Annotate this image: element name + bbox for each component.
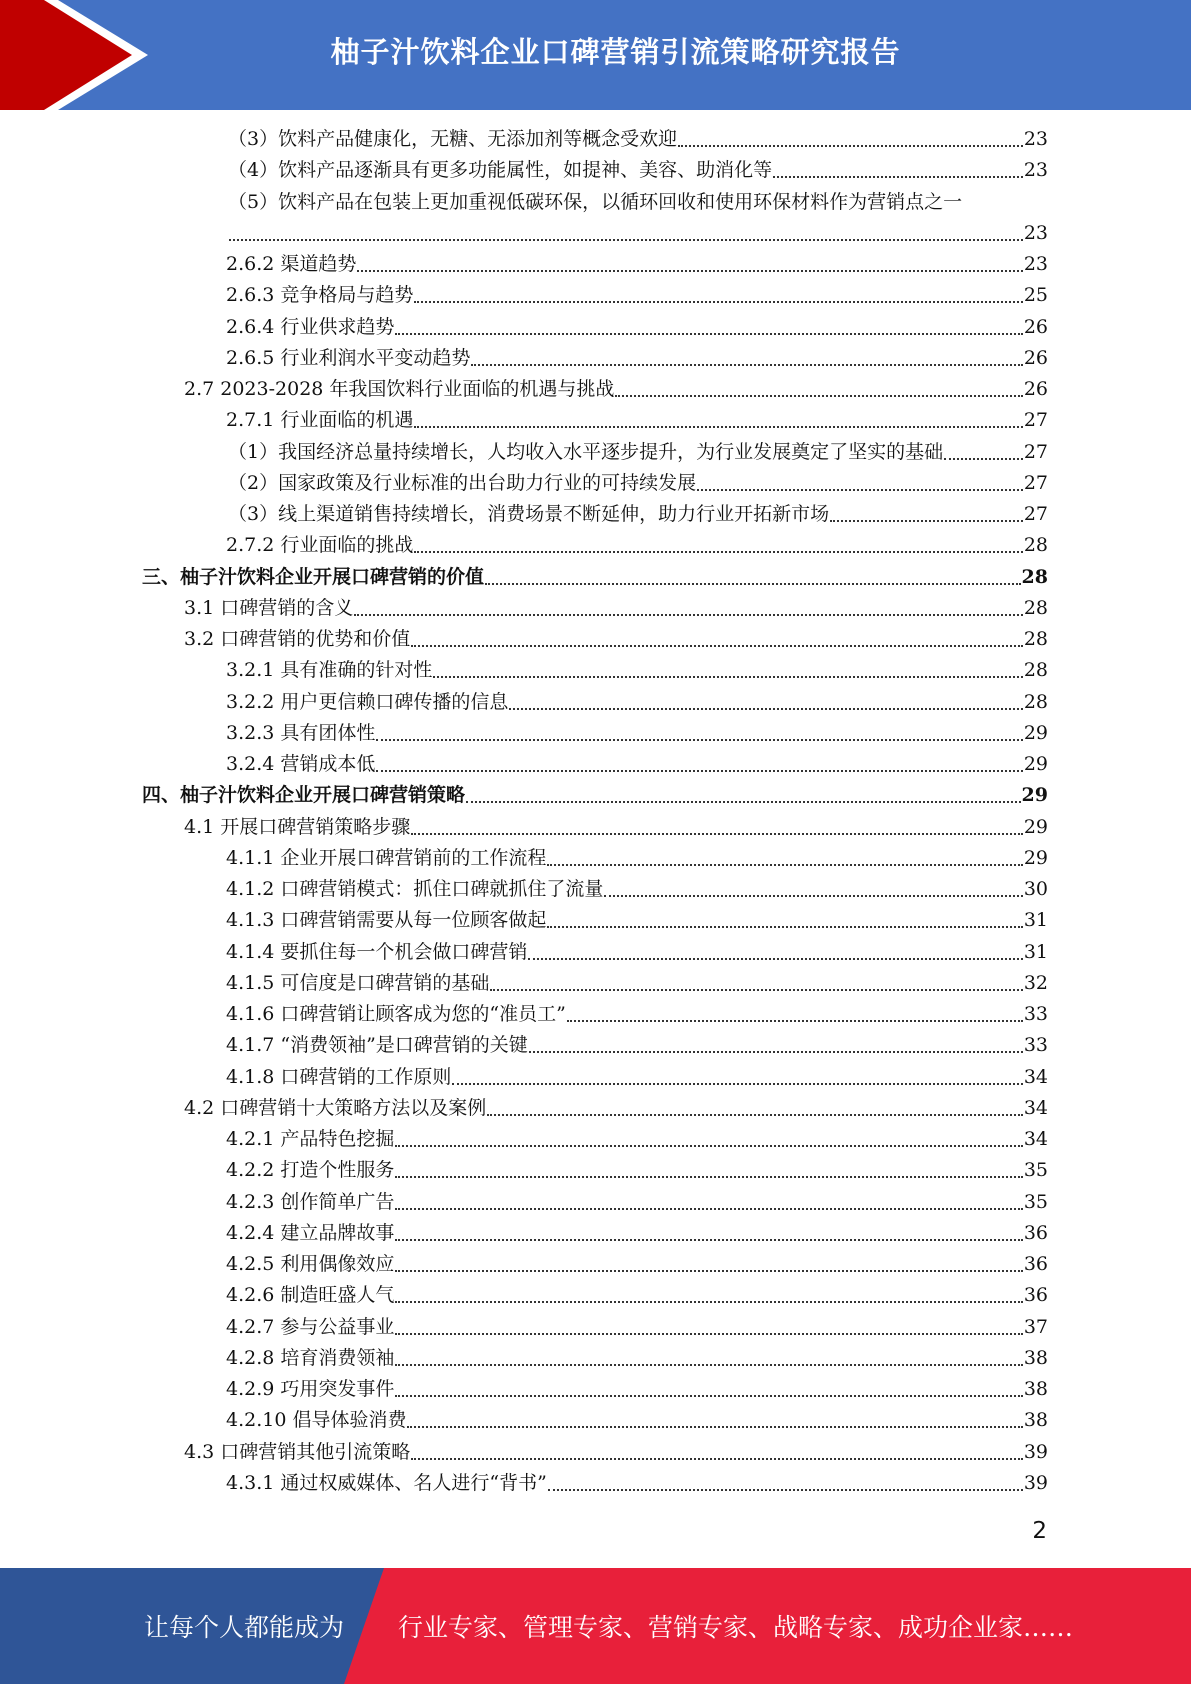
toc-entry[interactable]: [226, 1157, 1048, 1183]
toc-entry[interactable]: [226, 1470, 1048, 1496]
toc-entry[interactable]: [228, 189, 1048, 215]
toc-entry-page: 37: [1023, 1315, 1048, 1338]
toc-leader-dots: [376, 739, 1022, 741]
toc-entry[interactable]: [226, 1126, 1048, 1152]
toc-entry-title: 四、柚子汁饮料企业开展口碑营销策略: [142, 784, 466, 807]
toc-entry-page: 26: [1023, 315, 1048, 338]
toc-entry[interactable]: [226, 1282, 1048, 1308]
toc-entry[interactable]: [228, 470, 1048, 496]
toc-entry-title: 2.6.5 行业利润水平变动趋势: [226, 346, 471, 369]
toc-entry[interactable]: [228, 157, 1048, 183]
toc-entry-page: 28: [1023, 690, 1048, 713]
toc-entry-page: 26: [1023, 346, 1048, 369]
toc-entry-title: （4）饮料产品逐渐具有更多功能属性，如提神、美容、助消化等: [228, 159, 773, 182]
toc-entry-page: 38: [1023, 1409, 1048, 1432]
toc-entry-page: 26: [1023, 378, 1048, 400]
toc-leader-dots: [697, 489, 1023, 491]
toc-entry-title: 4.1.4 要抓住每一个机会做口碑营销: [226, 940, 528, 963]
toc-leader-dots: [567, 1020, 1023, 1022]
toc-entry-page: 33: [1023, 1003, 1048, 1025]
toc-entry[interactable]: [226, 1032, 1048, 1058]
toc-entry-title: 4.2.10 倡导体验消费: [226, 1409, 407, 1432]
toc-entry-title: 3.2.1 具有准确的针对性: [226, 659, 433, 682]
toc-entry-page: 32: [1023, 971, 1048, 994]
toc-leader-dots: [678, 145, 1023, 147]
toc-entry-title: （2）国家政策及行业标准的出台助力行业的可持续发展: [228, 471, 697, 494]
toc-entry[interactable]: [142, 782, 1048, 808]
toc-entry-title: 2.6.4 行业供求趋势: [226, 315, 395, 338]
toc-entry[interactable]: [228, 439, 1048, 465]
toc-entry-page: 33: [1023, 1034, 1048, 1057]
toc-entry-title: 4.3 口碑营销其他引流策略: [184, 1440, 411, 1463]
toc-entry-title: 4.2.7 参与公益事业: [226, 1315, 395, 1338]
toc-entry-title: （5）饮料产品在包装上更加重视低碳环保，以循环回收和使用环保材料作为营销点之一: [228, 190, 963, 213]
toc-leader-dots: [407, 1426, 1022, 1428]
toc-entry-title: （1）我国经济总量持续增长，人均收入水平逐步提升，为行业发展奠定了坚实的基础: [228, 440, 944, 463]
toc-leader-dots: [414, 301, 1022, 303]
toc-entry-title: 4.2.1 产品特色挖掘: [226, 1128, 395, 1150]
toc-entry[interactable]: [226, 1407, 1048, 1433]
toc-entry-page: 29: [1023, 753, 1048, 775]
toc-leader-dots: [395, 1364, 1022, 1366]
toc-entry[interactable]: [184, 595, 1048, 621]
toc-entry[interactable]: [226, 1345, 1048, 1371]
toc-leader-dots: [471, 364, 1022, 366]
toc-entry-page: 39: [1023, 1440, 1048, 1463]
toc-leader-dots: [395, 1239, 1022, 1241]
footer-slogan-right: 行业专家、管理专家、营销专家、战略专家、成功企业家……: [398, 1613, 1074, 1642]
toc-entry-page: 36: [1023, 1221, 1048, 1244]
toc-leader-dots: [395, 1301, 1022, 1303]
toc-leader-dots: [395, 1270, 1022, 1272]
toc-entry[interactable]: [226, 1220, 1048, 1246]
toc-leader-dots: [509, 708, 1022, 710]
toc-entry-page: 31: [1023, 940, 1048, 963]
toc-entry[interactable]: [226, 251, 1048, 277]
toc-entry-title: 3.2 口碑营销的优势和价值: [184, 628, 411, 650]
toc-leader-dots: [528, 958, 1022, 960]
toc-entry[interactable]: [226, 1189, 1048, 1215]
toc-entry-page: 28: [1023, 659, 1048, 682]
toc-leader-dots: [411, 1458, 1023, 1460]
toc-entry-page: 28: [1023, 596, 1048, 619]
toc-entry-page: 34: [1023, 1065, 1048, 1088]
toc-leader-dots: [229, 239, 1023, 241]
toc-leader-dots: [395, 1145, 1022, 1147]
toc-entry[interactable]: [226, 1064, 1048, 1090]
toc-entry[interactable]: [226, 1001, 1048, 1027]
toc-entry[interactable]: [226, 845, 1048, 871]
toc-leader-dots: [548, 1489, 1023, 1491]
toc-leader-dots: [357, 270, 1022, 272]
toc-entry[interactable]: [226, 532, 1048, 558]
toc-entry-title: 4.3.1 通过权威媒体、名人进行“背书”: [226, 1471, 547, 1494]
toc-entry-page: 23: [1023, 253, 1048, 275]
toc-entry[interactable]: [228, 501, 1048, 527]
toc-entry[interactable]: [226, 282, 1048, 308]
toc-entry-title: 4.2.6 制造旺盛人气: [226, 1284, 395, 1307]
toc-entry-title: 4.1.2 口碑营销模式：抓住口碑就抓住了流量: [226, 878, 604, 900]
toc-entry-title: 4.2 口碑营销十大策略方法以及案例: [184, 1096, 487, 1119]
toc-leader-dots: [433, 676, 1022, 678]
toc-entry-page: 34: [1023, 1128, 1048, 1150]
toc-entry-title: 4.2.8 培育消费领袖: [226, 1346, 395, 1369]
toc-entry-page: 30: [1023, 878, 1048, 900]
toc-entry[interactable]: [228, 220, 1048, 246]
toc-entry[interactable]: [226, 657, 1048, 683]
toc-entry[interactable]: [184, 376, 1048, 402]
toc-entry-title: 2.7.2 行业面临的挑战: [226, 534, 414, 557]
report-title: 柚子汁饮料企业口碑营销引流策略研究报告: [330, 34, 901, 69]
toc-leader-dots: [944, 458, 1023, 460]
toc-entry-page: 23: [1023, 221, 1048, 244]
toc-entry[interactable]: [226, 314, 1048, 340]
page-number: 2: [1032, 1518, 1047, 1544]
toc-leader-dots: [529, 1051, 1023, 1053]
toc-entry[interactable]: [184, 1095, 1048, 1121]
toc-entry-page: 29: [1023, 815, 1048, 838]
toc-entry-title: （3）线上渠道销售持续增长，消费场景不断延伸，助力行业开拓新市场: [228, 503, 830, 525]
toc-entry[interactable]: [226, 407, 1048, 433]
toc-entry[interactable]: [226, 751, 1048, 777]
toc-entry[interactable]: [142, 564, 1048, 590]
toc-entry[interactable]: [226, 1314, 1048, 1340]
toc-leader-dots: [395, 1333, 1022, 1335]
toc-entry-page: 27: [1023, 503, 1048, 525]
toc-leader-dots: [604, 895, 1022, 897]
toc-leader-dots: [466, 801, 1021, 803]
toc-entry-page: 29: [1021, 784, 1048, 807]
toc-entry-title: 4.1.8 口碑营销的工作原则: [226, 1065, 452, 1088]
toc-leader-dots: [395, 333, 1022, 335]
toc-entry-page: 29: [1023, 846, 1048, 869]
toc-entry-title: 4.2.4 建立品牌故事: [226, 1221, 395, 1244]
toc-leader-dots: [376, 770, 1022, 772]
toc-entry[interactable]: [226, 939, 1048, 965]
toc-entry-title: 4.1.5 可信度是口碑营销的基础: [226, 971, 490, 994]
toc-leader-dots: [395, 1208, 1022, 1210]
toc-entry-title: 3.2.2 用户更信赖口碑传播的信息: [226, 690, 509, 713]
toc-entry-page: 31: [1023, 909, 1048, 932]
toc-entry-page: 36: [1023, 1253, 1048, 1275]
toc-leader-dots: [490, 989, 1022, 991]
toc-entry-title: 2.6.3 竞争格局与趋势: [226, 284, 414, 307]
toc-entry-title: 4.2.5 利用偶像效应: [226, 1253, 395, 1275]
toc-entry[interactable]: [226, 689, 1048, 715]
toc-entry[interactable]: [226, 970, 1048, 996]
toc-entry[interactable]: [226, 720, 1048, 746]
toc-leader-dots: [414, 551, 1022, 553]
toc-leader-dots: [830, 520, 1023, 522]
toc-entry-page: 35: [1023, 1159, 1048, 1182]
toc-entry[interactable]: [184, 814, 1048, 840]
toc-entry-page: 28: [1021, 565, 1048, 588]
toc-leader-dots: [615, 395, 1022, 397]
toc-leader-dots: [411, 645, 1023, 647]
toc-entry-page: 23: [1023, 159, 1048, 182]
toc-entry-title: 2.7.1 行业面临的机遇: [226, 409, 414, 432]
page-header: [0, 0, 1191, 110]
toc-entry[interactable]: [228, 126, 1048, 152]
toc-entry-page: 27: [1023, 471, 1048, 494]
toc-entry-page: 29: [1023, 721, 1048, 744]
toc-entry-page: 38: [1023, 1378, 1048, 1400]
toc-entry-title: 4.1 开展口碑营销策略步骤: [184, 815, 411, 838]
toc-entry-page: 39: [1023, 1471, 1048, 1494]
toc-entry[interactable]: [226, 876, 1048, 902]
footer-slogan-left: 让每个人都能成为: [144, 1613, 345, 1642]
toc-leader-dots: [411, 833, 1023, 835]
toc-entry-title: 2.7 2023-2028 年我国饮料行业面临的机遇与挑战: [184, 378, 615, 400]
toc-entry-page: 28: [1023, 628, 1048, 650]
toc-entry-title: 3.2.4 营销成本低: [226, 753, 376, 775]
toc-entry-page: 35: [1023, 1190, 1048, 1213]
toc-leader-dots: [773, 176, 1023, 178]
toc-entry-page: 36: [1023, 1284, 1048, 1307]
toc-leader-dots: [452, 1083, 1022, 1085]
toc-entry-title: 4.1.3 口碑营销需要从每一位顾客做起: [226, 909, 547, 932]
toc-entry-title: 4.2.3 创作简单广告: [226, 1190, 395, 1213]
toc-entry[interactable]: [226, 1376, 1048, 1402]
toc-entry-title: 4.2.9 巧用突发事件: [226, 1378, 395, 1400]
toc-entry-title: 2.6.2 渠道趋势: [226, 253, 357, 275]
toc-leader-dots: [395, 1395, 1022, 1397]
toc-entry-title: （3）饮料产品健康化，无糖、无添加剂等概念受欢迎: [228, 128, 678, 150]
toc-entry-title: 4.2.2 打造个性服务: [226, 1159, 395, 1182]
toc-entry-title: 4.1.1 企业开展口碑营销前的工作流程: [226, 846, 547, 869]
toc-leader-dots: [487, 1114, 1023, 1116]
toc-entry-page: 27: [1023, 409, 1048, 432]
toc-leader-dots: [354, 614, 1023, 616]
toc-leader-dots: [547, 926, 1022, 928]
toc-entry-page: 25: [1023, 284, 1048, 307]
toc-entry-title: 3.2.3 具有团体性: [226, 721, 376, 744]
toc-entry[interactable]: [226, 1251, 1048, 1277]
toc-leader-dots: [395, 1176, 1022, 1178]
toc-entry-page: 28: [1023, 534, 1048, 557]
toc-leader-dots: [485, 583, 1021, 585]
toc-entry-page: 34: [1023, 1096, 1048, 1119]
toc-entry-title: 4.1.7 “消费领袖”是口碑营销的关键: [226, 1034, 528, 1057]
toc-entry[interactable]: [184, 1439, 1048, 1465]
toc-entry-page: 23: [1023, 128, 1048, 150]
toc-entry[interactable]: [226, 907, 1048, 933]
toc-entry-page: 38: [1023, 1346, 1048, 1369]
toc-entry-title: 三、柚子汁饮料企业开展口碑营销的价值: [142, 565, 485, 588]
toc-entry[interactable]: [226, 345, 1048, 371]
toc-entry-page: 27: [1023, 440, 1048, 463]
page-footer: [0, 1568, 1191, 1684]
toc-entry-title: 3.1 口碑营销的含义: [184, 596, 354, 619]
toc-leader-dots: [547, 864, 1022, 866]
toc-entry-title: 4.1.6 口碑营销让顾客成为您的“准员工”: [226, 1003, 566, 1025]
toc-leader-dots: [414, 426, 1022, 428]
toc-entry[interactable]: [184, 626, 1048, 652]
